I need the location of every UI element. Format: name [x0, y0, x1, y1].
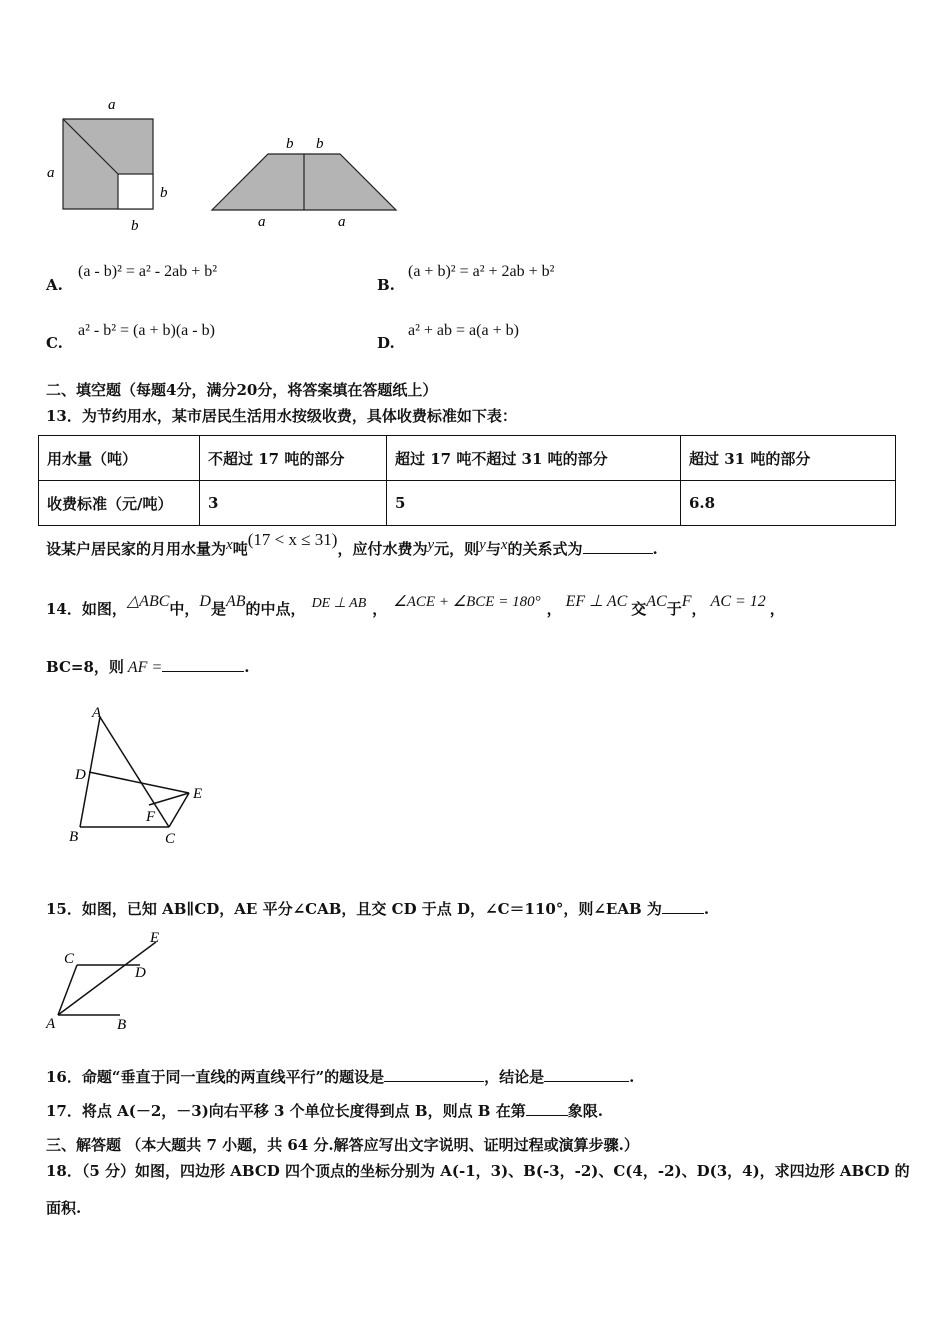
trapezoid-label-a1: a	[258, 214, 266, 230]
q14-math: DE ⊥ AB	[311, 596, 367, 611]
var-y: y	[479, 537, 486, 553]
q13-text: 与	[485, 540, 501, 558]
q14-math: EF ⊥ AC	[565, 593, 628, 610]
square-label-right: b	[160, 185, 168, 201]
answer-blank[interactable]	[544, 1067, 629, 1082]
option-d-formula: a² + ab = a(a + b)	[408, 322, 519, 339]
q16-text: ，结论是	[484, 1068, 545, 1086]
q14-text: 是	[210, 600, 226, 618]
point-label-c: C	[165, 831, 176, 847]
q14-math: D	[199, 593, 211, 610]
q13-text: 元，则	[434, 540, 480, 558]
q14-text: ，	[372, 600, 388, 618]
q13-text: 设某户居民家的月用水量为	[46, 540, 227, 558]
q17-text: 17．将点 A(－2，－3)向右平移 3 个单位长度得到点 B，则点 B 在第	[46, 1102, 526, 1120]
q14-end: .	[244, 658, 250, 676]
q15-end: .	[703, 900, 710, 918]
q14-math: AC = 12	[710, 593, 766, 610]
option-c-formula: a² - b² = (a + b)(a - b)	[78, 322, 215, 339]
q14-math: △ABC	[126, 593, 170, 610]
q14-text: BC=8，则	[46, 658, 124, 676]
fee-table	[38, 435, 896, 526]
table-header-row	[39, 436, 896, 481]
q14-figure	[60, 700, 220, 850]
q13-text: 的关系式为	[507, 540, 583, 558]
q13-question-line	[46, 530, 658, 559]
trapezoid-label-b2: b	[316, 136, 324, 152]
q14-text: ，	[691, 600, 707, 618]
trapezoid-figure	[205, 128, 405, 233]
point-label-b: B	[69, 829, 79, 845]
q14-text: ，	[546, 600, 562, 618]
var-x: x	[500, 537, 508, 553]
square-label-bottom: b	[131, 218, 139, 234]
q14-math: AB	[226, 593, 246, 610]
q15-figure	[40, 925, 180, 1035]
table-cell: 超过 17 吨不超过 31 吨的部分	[387, 436, 681, 481]
table-row	[39, 481, 896, 526]
table-cell: 超过 31 吨的部分	[681, 436, 896, 481]
q14-line-2	[46, 656, 249, 677]
q14-math: AF =	[127, 659, 163, 676]
answer-blank[interactable]	[162, 657, 244, 672]
q13-range: (17 < x ≤ 31)	[247, 530, 338, 549]
square-figure	[40, 92, 180, 237]
point-label-e: E	[150, 930, 160, 946]
square-label-top: a	[108, 97, 116, 113]
q13-text: 吨	[232, 540, 248, 558]
point-label-e: E	[193, 786, 203, 802]
q14-math: AC	[646, 593, 667, 610]
q14-text: 14．如图，	[46, 600, 127, 618]
q13-stem: 13．为节约用水，某市居民生活用水按级收费，具体收费标准如下表：	[46, 407, 517, 425]
point-label-a: A	[92, 705, 102, 721]
q14-text: ，	[769, 600, 785, 618]
q16-end: .	[629, 1068, 635, 1086]
answer-blank[interactable]	[583, 539, 653, 554]
point-label-c: C	[64, 951, 75, 967]
q18-line-1: 18．（5 分）如图，四边形 ABCD 四个顶点的坐标分别为 A(-1，3)、B(-3，-2)、C(4，-2)、D(3，4)，求四边形 ABCD 的	[46, 1162, 910, 1180]
table-cell: 用水量（吨）	[39, 436, 200, 481]
q14-text: 中，	[169, 600, 200, 618]
q17-text: 象限.	[567, 1102, 603, 1120]
q15-question	[46, 898, 709, 919]
option-a-formula: (a - b)² = a² - 2ab + b²	[78, 263, 218, 280]
table-cell: 6.8	[681, 481, 896, 526]
section-3-title: 三、解答题 （本大题共 7 小题，共 64 分.解答应写出文字说明、证明过程或演算步骤.）	[46, 1136, 639, 1154]
option-b-formula: (a + b)² = a² + 2ab + b²	[408, 263, 555, 280]
q16-text: 16．命题“垂直于同一直线的两直线平行”的题设是	[46, 1068, 385, 1086]
q13-end: .	[652, 540, 658, 558]
var-x: x	[226, 537, 233, 553]
var-y: y	[427, 537, 435, 553]
q16-question	[46, 1066, 634, 1087]
answer-blank[interactable]	[662, 899, 704, 914]
option-a-label: A.	[46, 276, 63, 294]
table-cell: 3	[200, 481, 387, 526]
trapezoid-label-b1: b	[286, 136, 294, 152]
point-label-a: A	[46, 1016, 56, 1032]
q18-line-2: 面积.	[46, 1199, 82, 1217]
q14-math: F	[681, 593, 692, 610]
answer-blank[interactable]	[526, 1101, 568, 1116]
option-d-label: D.	[377, 334, 395, 352]
q14-math: ∠ACE + ∠BCE = 180°	[393, 594, 541, 610]
point-label-f: F	[146, 809, 156, 825]
option-b-label: B.	[377, 276, 395, 294]
point-label-d: D	[75, 767, 86, 783]
table-cell: 5	[387, 481, 681, 526]
q14-text: 的中点，	[245, 600, 306, 618]
trapezoid-label-a2: a	[338, 214, 346, 230]
point-label-b: B	[117, 1017, 127, 1033]
table-cell: 收费标准（元/吨）	[39, 481, 200, 526]
q14-text: 于	[666, 600, 682, 618]
answer-blank[interactable]	[384, 1067, 484, 1082]
section-2-title: 二、填空题（每题4分，满分20分，将答案填在答题纸上）	[46, 381, 438, 399]
q14-line-1	[46, 593, 906, 619]
point-label-d: D	[135, 965, 146, 981]
square-label-left: a	[47, 165, 55, 181]
q15-text: 15．如图，已知 AB∥CD，AE 平分∠CAB，且交 CD 于点 D，∠C＝110°，则∠EAB 为	[46, 900, 662, 918]
q14-text: 交	[631, 600, 647, 618]
option-c-label: C.	[46, 334, 63, 352]
q13-text: ，应付水费为	[337, 540, 428, 558]
q17-question	[46, 1100, 603, 1121]
table-cell: 不超过 17 吨的部分	[200, 436, 387, 481]
